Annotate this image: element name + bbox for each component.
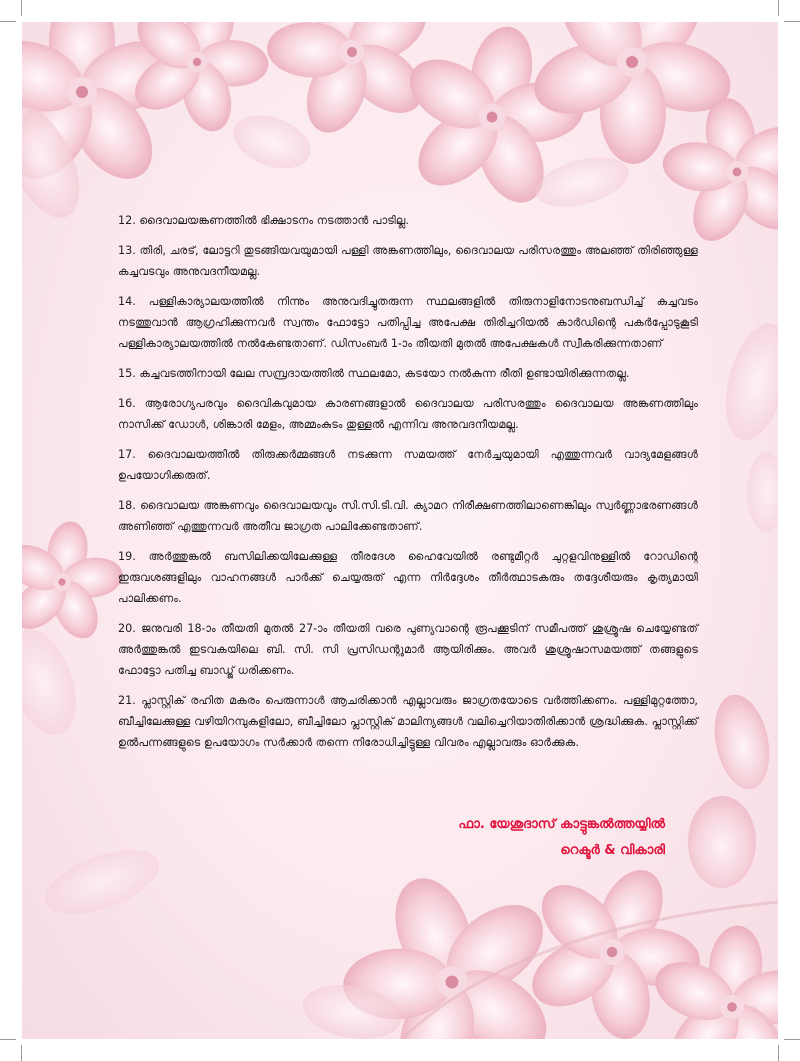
crop-mark bbox=[21, 1045, 22, 1061]
rule-12: 12. ദൈവാലയങ്കണത്തിൽ ഭിക്ഷാടനം നടത്താൻ പാടില്ല. bbox=[118, 214, 409, 227]
rule-16: 16. ആരോഗ്യപരവും ദൈവികവുമായ കാരണങ്ങളാൽ ദൈവാലയ പരിസരത്തും ദൈവാലയ അങ്കണത്തിലും നാസിക്ക് ഡോൾ, ശിങ്കാരി മേളം, അമ്മംകുടം തുള്ളൽ എന്നിവ അനുവദനീയമല്ല. bbox=[118, 397, 698, 431]
crop-mark bbox=[784, 1039, 800, 1040]
rule-21: 21. പ്ലാസ്റ്റിക് രഹിത മകരം പെരുന്നാൾ ആചരിക്കാൻ എല്ലാവരും ജാഗ്രതയോടെ വർത്തിക്കണം. പള്ളിമുറ്റത്തോ, ബീച്ചിലേക്കുള്ള വഴിയിറമ്പുകളിലോ, ബീച്ചിലോ പ്ലാസ്റ്റിക് മാലിന്യങ്ങൾ വലിച്ചെറിയാതിരിക്കാൻ ശ്രദ്ധിക്കുക. പ്ലാസ്റ്റിക്ക് ഉൽപന്നങ്ങളുടെ ഉപയോഗം സർക്കാർ തന്നെ നിരോധിച്ചിട്ടുള്ള വിവരം എല്ലാവരും ഓർക്കുക. bbox=[118, 694, 698, 749]
crop-mark bbox=[778, 0, 779, 16]
crop-mark bbox=[784, 21, 800, 22]
signatory-name: ഫാ. യേശുദാസ് കാട്ടുങ്കൽത്തയ്യിൽ bbox=[458, 817, 665, 832]
rules-list bbox=[118, 210, 698, 762]
crop-mark bbox=[778, 1045, 779, 1061]
rule-13: 13. തിരി, ചരട്, ലോട്ടറി തുടങ്ങിയവയുമായി പള്ളി അങ്കണത്തിലും, ദൈവാലയ പരിസരത്തും അലഞ്ഞ് തിരിഞ്ഞുള്ള കച്ചവടവും അനുവദനീയമല്ല. bbox=[118, 244, 698, 278]
signature-block bbox=[458, 812, 665, 864]
rule-15: 15. കച്ചവടത്തിനായി ലേല സമ്പ്രദായത്തിൽ സ്ഥലമോ, കടയോ നൽകുന്ന രീതി ഉണ്ടായിരിക്കുന്നതല്ല. bbox=[118, 367, 630, 380]
crop-mark bbox=[0, 1039, 16, 1040]
crop-mark bbox=[21, 0, 22, 16]
rule-20: 20. ജനുവരി 18-ാം തീയതി മുതൽ 27-ാം തീയതി വരെ പുണ്യവാന്റെ രൂപക്കൂടിന് സമീപത്ത് ശുശ്രൂഷ ചെയ്യേണ്ടത് അർത്തുങ്കൽ ഇടവകയിലെ ബി. സി. സി പ്രസിഡന്റുമാർ ആയിരിക്കും. അവർ ശുശ്രൂഷാസമയത്ത് തങ്ങളുടെ ഫോട്ടോ പതിച്ച ബാഡ്ജ് ധരിക്കണം. bbox=[118, 622, 698, 677]
signatory-role: റെക്ടർ & വികാരി bbox=[560, 843, 665, 858]
rule-18: 18. ദൈവാലയ അങ്കണവും ദൈവാലയവും സി.സി.ടി.വി. ക്യാമറ നിരീക്ഷണത്തിലാണെങ്കിലും സ്വർണ്ണാഭരണങ്ങൾ അണിഞ്ഞ് എത്തുന്നവർ അതീവ ജാഗ്രത പാലിക്കേണ്ടതാണ്. bbox=[118, 499, 698, 533]
rule-19: 19. അർത്തുങ്കൽ ബസിലിക്കയിലേക്കുള്ള തീരദേശ ഹൈവേയിൽ രണ്ടുമീറ്റർ ചുറ്റളവിനുള്ളിൽ റോഡിന്റെ ഇരുവശങ്ങളിലും വാഹനങ്ങൾ പാർക്ക് ചെയ്യരുത് എന്ന നിർദ്ദേശം തീർത്ഥാടകരും തദ്ദേശീയരും കൃത്യമായി പാലിക്കണം. bbox=[118, 550, 698, 605]
crop-mark bbox=[0, 21, 16, 22]
rule-14: 14. പള്ളികാര്യാലയത്തിൽ നിന്നും അനുവദിച്ചുതരുന്ന സ്ഥലങ്ങളിൽ തിരുനാളിനോടനുബന്ധിച്ച് കച്ചവടം നടത്തുവാൻ ആഗ്രഹിക്കുന്നവർ സ്വന്തം ഫോട്ടോ പതിപ്പിച്ച അപേക്ഷ തിരിച്ചറിയൽ കാർഡിന്റെ പകർപ്പോടുകൂടി പള്ളികാര്യാലയത്തിൽ നൽകേണ്ടതാണ്. ഡിസംബർ 1-ാം തീയതി മുതൽ അപേക്ഷകൾ സ്വീകരിക്കുന്നതാണ് bbox=[118, 295, 698, 350]
rule-17: 17. ദൈവാലയത്തിൽ തിരുക്കർമ്മങ്ങൾ നടക്കുന്ന സമയത്ത് നേർച്ചയുമായി എത്തുന്നവർ വാദ്യമേളങ്ങൾ ഉപയോഗിക്കരുത്. bbox=[118, 448, 698, 482]
document-page bbox=[22, 22, 778, 1039]
